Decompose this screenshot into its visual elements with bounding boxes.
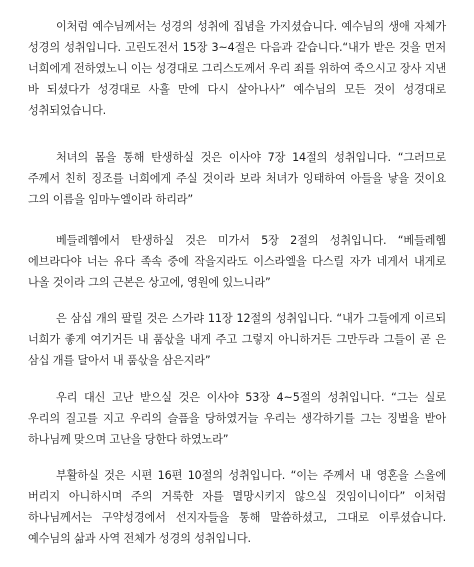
paragraph-bethlehem-birth: 베들레헴에서 탄생하실 것은 미가서 5장 2절의 성취입니다. “베들레헴 에브라다야 너는 유다 족속 중에 작을지라도 이스라엘을 다스릴 자가 네게서 내게로 나올 것이라 그의 근본은 상고에, 영원에 있느니라” — [28, 234, 446, 289]
paragraph-suffering: 우리 대신 고난 받으실 것은 이사야 53장 4~5절의 성취입니다. “그는 실로 우리의 질고를 지고 우리의 슬픔을 당하였거늘 우리는 생각하기를 그는 징벌을 받아 하나님께 맞으며 고난을 당한다 하였노라” — [28, 391, 446, 446]
paragraph-virgin-birth: 처녀의 몸을 통해 탄생하실 것은 이사야 7장 14절의 성취입니다. “그러므로 주께서 친히 징조를 너희에게 주실 것이라 보라 처녀가 잉태하여 아들을 낳을 것이요 그의 이름을 임마누엘이라 하리라” — [28, 151, 446, 206]
paragraph-thirty-silver: 은 삼십 개의 팔릴 것은 스가랴 11장 12절의 성취입니다. “내가 그들에게 이르되 너희가 좋게 여기거든 내 품삯을 내게 주고 그렇지 아니하거든 그만두라 그들이 곧 은 삼십 개를 달아서 내 품삯을 삼은지라” — [28, 312, 446, 367]
paragraph-resurrection: 부활하실 것은 시편 16편 10절의 성취입니다. “이는 주께서 내 영혼을 스올에 버리지 아니하시며 주의 거룩한 자를 멸망시키지 않으실 것임이니이다” 이처럼 하나님께서는 구약성경에서 선지자들을 통해 말씀하셨고, 그대로 이루셨습니다. 예수님의 삶과 사역 전체가 성경의 성취입니다. — [28, 469, 446, 545]
paragraph-scripture-fulfillment-intro: 이처럼 예수님께서는 성경의 성취에 집념을 가지셨습니다. 예수님의 생애 자체가 성경의 성취입니다. 고린도전서 15장 3~4절은 다음과 같습니다.“내가 받은 것을 먼저 너희에게 전하였노니 이는 성경대로 그리스도께서 우리 죄를 위하여 죽으시고 장사 지낸 바 되셨다가 성경대로 사흘 만에 다시 살아나사” 예수님의 모든 것이 성경대로 성취되었습니다. — [28, 20, 446, 117]
